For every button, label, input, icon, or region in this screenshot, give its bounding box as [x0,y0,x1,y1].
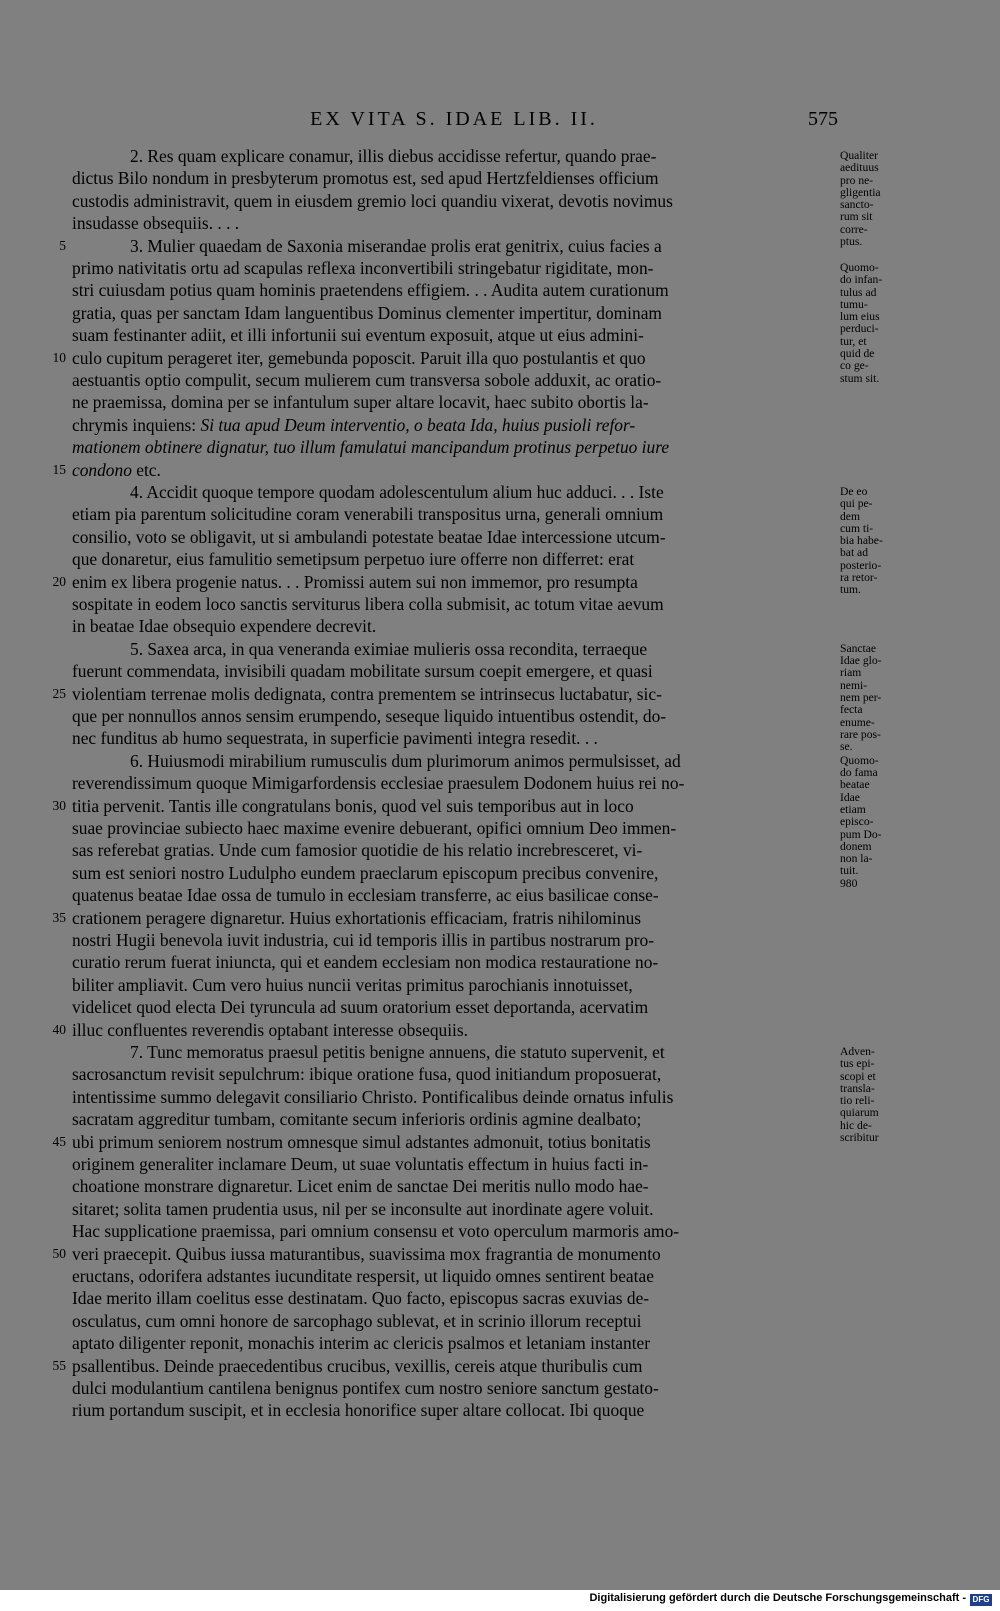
text-line [72,1310,834,1332]
text-line [72,1086,834,1108]
margin-note-line: rare pos- [840,727,881,741]
digitization-credit: Digitalisierung gefördert durch die Deutsche Forschungsgemeinschaft - [589,1592,966,1604]
margin-note-line: scribitur [840,1131,879,1145]
line-text: insudasse obsequiis. . . . [72,213,240,234]
line-text: rium portandum suscipit, et in ecclesia honorifice super altare collocat. Ibi quoque [72,1400,645,1421]
line-text: sospitate in eodem loco sanctis serviturus libera colla submisit, ac totum vitae aevum [72,594,664,614]
line-text: intentissime summo delegavit consiliario Christo. Pontificalibus deinde ornatus infulis [72,1086,674,1107]
text-line [72,660,834,682]
text-line [72,1198,834,1220]
margin-note [840,150,902,248]
margin-note-line: nemi- [840,678,868,692]
margin-note-line: Adven- [840,1045,875,1058]
margin-note [840,486,902,597]
margin-note-line: quiarum [840,1106,879,1120]
line-text: dulci modulantium cantilena benignus pontifex cum nostro seniore sanctum gestato- [72,1378,659,1398]
text-line [72,212,834,234]
text-line [130,1041,834,1063]
line-text: ne praemissa, domina per se infantulum super altare locavit, haec subito obortis la- [72,392,649,413]
text-line [72,1287,834,1309]
line-text: biliter ampliavit. Cum vero huius nuncii veritas primitus parochianis innotuisset, [72,974,633,995]
line-text: que per nonnullos annos sensim erumpendo, seseque liquido intuentibus ostendit, do- [72,706,667,726]
margin-note-line: ptus. [840,235,863,249]
italic-text: mationem obtinere dignatur, tuo illum famulatui mancipandum protinus perpetuo iure [72,437,670,458]
margin-note-line: qui pe- [840,497,873,511]
line-text: titia pervenit. Tantis ille congratulans bonis, quod vel suis temporibus aut in loco [72,795,634,816]
margin-note-line: posterio- [840,558,882,572]
text-line [130,638,834,660]
text-line [72,369,834,391]
line-text: veri praecepit. Quibus iussa maturantibus, suavissima mox fragrantia de monumento [72,1243,661,1264]
margin-note-line: tulus ad [840,285,877,299]
text-line [130,145,834,167]
line-text: videlicet quod electa Dei tyruncula ad suum oratorium esset deportanda, acervatim [72,997,649,1018]
line-number: 40 [52,1021,66,1037]
line-text: violentiam terrenae molis dedignata, contra prementem se intrinsecus luctabatur, sic- [72,683,662,704]
line-text: Hac supplicatione praemissa, pari omnium consensu et voto operculum marmoris amo- [72,1221,680,1242]
margin-note [840,1046,902,1144]
line-number: 55 [52,1357,66,1373]
margin-note-line: corre- [840,222,868,236]
line-number: 35 [52,909,66,925]
line-text: crationem peragere dignaretur. Huius exhortationis efficaciam, fratris nihilominus [72,907,642,928]
margin-note [840,643,902,754]
line-text: nostri Hugii benevola iuvit industria, cui id temporis illis in partibus nostrarum pro- [72,930,655,950]
line-text: chrymis inquiens: [72,414,201,435]
line-text: osculatus, cum omni honore de sarcophago sublevat, et in scrinio illorum receptui [72,1310,642,1331]
text-line [72,1019,834,1041]
line-text: stri cuiusdam potius quam hominis praetendens effigiem. . . Audita autem curationum [72,280,669,301]
text-line [72,391,834,413]
line-number: 25 [52,685,66,701]
text-line [72,526,834,548]
text-line [72,1399,834,1421]
text-line [72,772,834,794]
text-line [72,862,834,884]
italic-text: Si tua apud Deum interventio, o beata Ida, huius pusioli refor- [200,414,636,435]
running-header [70,108,838,136]
text-line [72,593,834,615]
margin-note-line: sancto- [840,198,874,212]
text-line [72,817,834,839]
line-text: suae provinciae subiecto haec maxime evenire debuerant, opifici omnium Deo immen- [72,818,677,838]
margin-note-line: Idae [840,790,860,804]
italic-text: condono [72,459,132,480]
line-text: 4. Accidit quoque tempore quodam adolescentulum alium huc adduci. . . Iste [130,482,664,502]
line-text: dictus Bilo nondum in presbyterum promotus est, sed apud Hertzfeldienses officium [72,168,659,189]
margin-note [840,755,902,890]
text-line [72,1175,834,1197]
margin-note-line: perduci- [840,322,879,336]
text-line [72,571,834,593]
margin-note-line: quid de [840,347,875,361]
text-line [72,839,834,861]
margin-note-line: tur, et [840,334,867,348]
margin-note-line: tumu- [840,297,868,311]
margin-note-line: nem per- [840,690,882,704]
line-text: aptato diligenter reponit, monachis interim ac clericis psalmos et letaniam instanter [72,1333,651,1354]
line-text: consilio, voto se obligavit, ut si ambulandi potestate beatae Idae intercessione utcum- [72,526,666,547]
margin-note-line: bia habe- [840,534,883,548]
running-head-title: EX VITA S. IDAE LIB. II. [310,108,598,130]
margin-note-line: tum. [840,583,861,597]
line-number: 50 [52,1245,66,1261]
line-number: 5 [59,237,66,253]
line-text: 2. Res quam explicare conamur, illis diebus accidisse refertur, quando prae- [130,146,657,166]
margin-note-line: enume- [840,715,875,729]
margin-note-line: riam [840,666,862,680]
line-number: 30 [52,797,66,813]
margin-note-line: donem [840,839,872,853]
margin-note-line: scopi et [840,1069,876,1083]
text-line [72,324,834,346]
line-text: curatio rerum fuerat iniuncta, qui et eandem ecclesiam non modica restauratione no- [72,952,659,973]
page-number: 575 [808,108,838,130]
text-line [72,727,834,749]
line-number: 10 [52,349,66,365]
text-line [72,795,834,817]
line-text: aestuantis optio compulit, secum mulierem cum transversa sobole adduxit, ac oratio- [72,370,662,390]
line-text: Idae merito illam coelitus esse destinatam. Quo facto, episcopus sacras exuvias de- [72,1288,650,1309]
line-text: sas referebat gratias. Unde cum famosior quotidie de his relatio increbresceret, vi- [72,840,643,861]
margin-note-line: transla- [840,1081,875,1095]
margin-note-line: beatae [840,778,870,792]
text-line [72,190,834,212]
line-number: 15 [52,461,66,477]
margin-note-line: ra retor- [840,571,878,585]
line-text: 6. Huiusmodi mirabilium rumusculis dum plurimorum animos permulsisset, ad [130,750,681,771]
text-line [72,257,834,279]
margin-note-line: De eo [840,485,868,498]
text-line [72,302,834,324]
text-line [72,615,834,637]
text-line [130,481,834,503]
margin-note-line: co ge- [840,359,869,373]
line-text: custodis administravit, quem in eiusdem gremio loci quandiu vixerat, devotis novimus [72,190,673,211]
line-text: psallentibus. Deinde praecedentibus crucibus, vexillis, cereis atque thuribulis cum [72,1355,643,1376]
margin-note-line: 980 [840,876,858,890]
text-line [72,996,834,1018]
margin-note-line: Idae glo- [840,654,882,668]
margin-note-line: episco- [840,815,874,829]
text-line [72,167,834,189]
line-text: originem generaliter inclamare Deum, ut suae voluntatis effectum in huius facti in- [72,1154,649,1174]
margin-note-line: aedituus [840,161,879,175]
line-text: 3. Mulier quaedam de Saxonia miserandae prolis erat genitrix, cuius facies a [130,235,662,256]
margin-note [840,262,902,385]
line-text: quatenus beatae Idae ossa de tumulo in ecclesiam transferre, ac eius basilicae conse- [72,885,659,906]
text-line [72,929,834,951]
line-text: nec funditus ab humo sequestrata, in superficie pavimenti integra resedit. . . [72,728,598,749]
margin-note-line: bat ad [840,546,869,560]
line-number: 45 [52,1133,66,1149]
margin-note-line: tio reli- [840,1094,875,1108]
margin-note-line: tus epi- [840,1057,875,1071]
text-line [72,1332,834,1354]
line-text: fuerunt commendata, invisibili quadam mobilitate sursum coepit emergere, et quasi [72,661,653,682]
margin-note-line: do infan- [840,273,883,287]
margin-note-line: dem [840,509,860,523]
text-line [72,1131,834,1153]
text-line [72,884,834,906]
line-text: culo cupitum perageret iter, gemebunda poposcit. Paruit illa quo postulantis et quo [72,347,646,368]
text-line [72,1108,834,1130]
line-text: 5. Saxea arca, in qua veneranda eximiae mulieris ossa recondita, terraeque [130,638,648,659]
line-text: sum est seniori nostro Ludulpho eundem praeclarum episcopum precibus convenire, [72,862,659,883]
margin-note-line: do fama [840,766,878,780]
line-text: reverendissimum quoque Mimigarfordensis ecclesiae praesulem Dodonem huius rei no- [72,773,685,794]
margin-note-line: Quomo- [840,753,879,767]
margin-note-line: pro ne- [840,173,874,187]
text-line [72,951,834,973]
line-text: choatione monstrare dignaretur. Licet enim de sanctae Dei meritis nullo modo hae- [72,1176,649,1197]
line-text: etiam pia parentum solicitudine coram venerabili transpositus urna, generali omnium [72,504,664,525]
line-text: 7. Tunc memoratus praesul petitis benigne annuens, die statuto supervenit, et [130,1042,665,1062]
text-line [72,279,834,301]
margin-note-line: tuit. [840,864,859,878]
text-line [72,907,834,929]
margin-note-line: cum ti- [840,521,874,535]
line-text: suam festinanter adiit, et illi infortunii sui eventum exposuit, atque ut eius admini- [72,325,644,346]
line-text: sitaret; solita tamen prudentia usus, nil per se inconsulte aut inordinate agere voluit. [72,1198,654,1219]
line-text: illuc confluentes reverendis optabant interesse obsequiis. [72,1019,469,1040]
text-line [72,1355,834,1377]
text-line [72,705,834,727]
line-text: eructans, odorifera adstantes iucunditate respersit, ut liquido omnes sentirent beatae [72,1266,654,1286]
text-line [72,459,834,481]
line-text: etc. [131,459,161,480]
text-line [72,347,834,369]
line-text: que donaretur, eius famulitio semetipsum perpetuo iure offerre non differret: erat [72,549,635,570]
dfg-logo: DFG [970,1594,992,1606]
line-number: 20 [52,573,66,589]
text-line [72,1265,834,1287]
margin-note-line: pum Do- [840,827,882,841]
text-line [72,1063,834,1085]
text-line [130,235,834,257]
line-text: primo nativitatis ortu ad scapulas reflexa inconvertibili stringebatur rigiditate, mon- [72,258,654,278]
line-text: enim ex libera progenie natus. . . Promissi autem sui non immemor, pro resumpta [72,571,638,592]
text-line [72,683,834,705]
margin-note-line: non la- [840,852,873,866]
margin-note-line: Quomo- [840,261,879,274]
margin-note-line: fecta [840,703,863,717]
text-line [72,1243,834,1265]
line-text: sacratam aggreditur tumbam, comitante secum inferioris ordinis agmine dealbato; [72,1109,642,1130]
margin-note-line: Sanctae [840,641,877,655]
margin-note-line: hic de- [840,1118,872,1132]
margin-note-line: etiam [840,802,866,816]
text-line [72,1220,834,1242]
margin-note-line: Qualiter [840,149,878,162]
text-line [72,1153,834,1175]
text-line [72,503,834,525]
line-text: ubi primum seniorem nostrum omnesque simul adstantes admonuit, totius bonitatis [72,1131,651,1152]
line-text: sacrosanctum revisit sepulchrum: ibique oratione fusa, quod initiandum proposuerat, [72,1064,662,1085]
text-line [72,414,834,436]
margin-note-line: stum sit. [840,371,880,385]
text-line [72,974,834,996]
text-line [130,750,834,772]
margin-note-line: gligentia [840,185,881,199]
margin-note-line: se. [840,740,853,754]
text-line [72,1377,834,1399]
margin-note-line: rum sit [840,210,873,224]
text-line [72,436,834,458]
text-line [72,548,834,570]
line-text: gratia, quas per sanctam Idam languentibus Dominus clementer impertitur, dominam [72,302,662,323]
line-text: in beatae Idae obsequio expendere decrevit. [72,616,377,637]
margin-note-line: lum eius [840,310,880,324]
